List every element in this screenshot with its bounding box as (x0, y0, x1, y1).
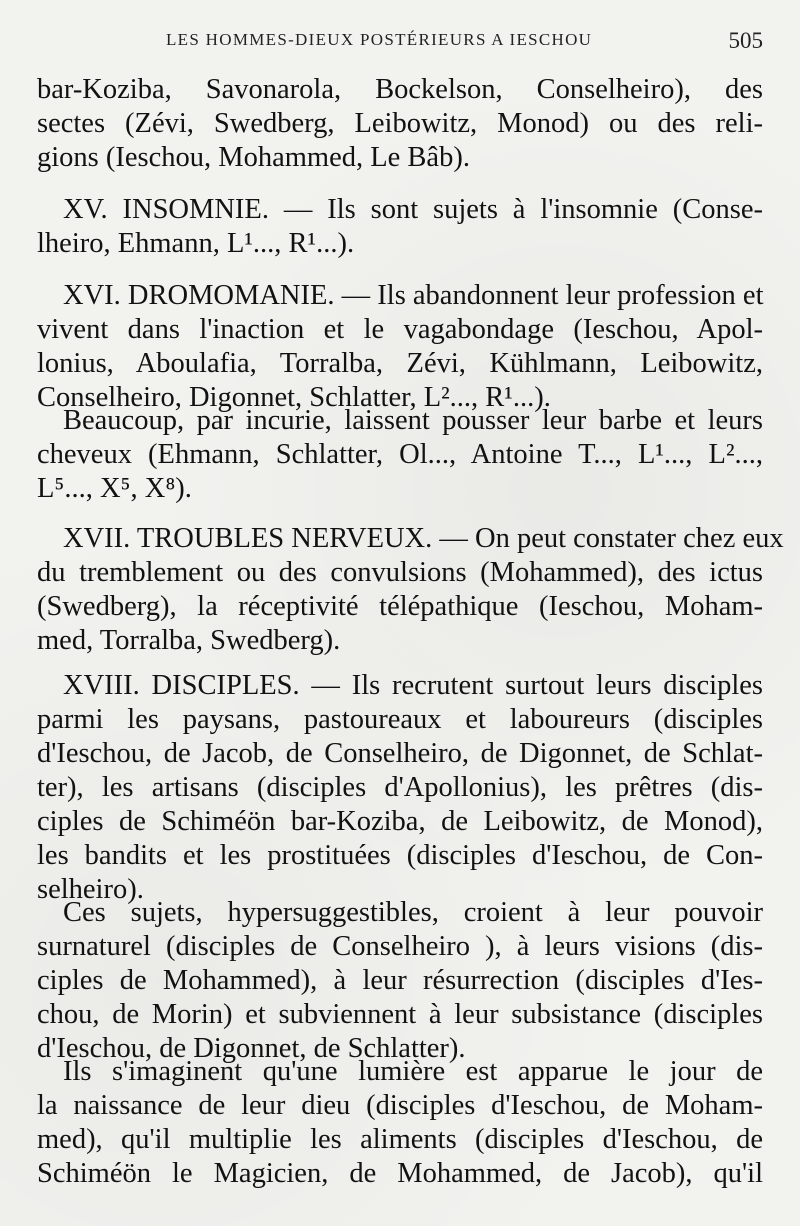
text-line: d'Ieschou, de Digonnet, de Schlatter). (37, 1033, 466, 1064)
text-line: ter), les artisans (disciples d'Apollonius), les prêtres (dis- (37, 772, 763, 803)
text-line: sectes (Zévi, Swedberg, Leibowitz, Monod) ou des reli- (37, 108, 763, 139)
text-line: selheiro). (37, 874, 144, 905)
section-heading-line: XVI. DROMOMANIE. — Ils abandonnent leur profession et (63, 280, 764, 311)
section-heading-line: XVII. TROUBLES NERVEUX. — On peut constater chez eux (63, 523, 784, 554)
text-line: la naissance de leur dieu (disciples d'Ieschou, de Moham- (37, 1090, 763, 1121)
text-line: ciples de Mohammed), à leur résurrection (disciples d'Ies- (37, 965, 763, 996)
text-line: med, Torralba, Swedberg). (37, 625, 341, 656)
running-header: LES HOMMES-DIEUX POSTÉRIEURS A IESCHOU (166, 30, 593, 49)
text-line: surnaturel (disciples de Conselheiro ), à leurs visions (dis- (37, 931, 763, 962)
section-heading-line: XVIII. DISCIPLES. — Ils recrutent surtout leurs disciples (63, 670, 763, 701)
text-line: Schiméön le Magicien, de Mohammed, de Jacob), qu'il (37, 1158, 763, 1189)
text-line: gions (Ieschou, Mohammed, Le Bâb). (37, 142, 470, 173)
text-line: Ils s'imaginent qu'une lumière est apparue le jour de (63, 1056, 763, 1087)
text-line: lonius, Aboulafia, Torralba, Zévi, Kühlmann, Leibowitz, (37, 348, 763, 379)
text-line: med), qu'il multiplie les aliments (disciples d'Ieschou, de (37, 1124, 763, 1155)
text-line: parmi les paysans, pastoureaux et laboureurs (disciples (37, 704, 763, 735)
text-line: vivent dans l'inaction et le vagabondage (Ieschou, Apol- (37, 314, 763, 345)
text-line: lheiro, Ehmann, L¹..., R¹...). (37, 228, 355, 259)
text-line: chou, de Morin) et subviennent à leur subsistance (disciples (37, 999, 763, 1030)
text-line: bar-Koziba, Savonarola, Bockelson, Conselheiro), des (37, 74, 763, 105)
page-number: 505 (728, 28, 763, 53)
text-line: cheveux (Ehmann, Schlatter, Ol..., Antoine T..., L¹..., L²..., (37, 439, 763, 470)
text-line: Beaucoup, par incurie, laissent pousser leur barbe et leurs (63, 405, 763, 436)
text-line: ciples de Schiméön bar-Koziba, de Leibowitz, de Monod), (37, 806, 763, 837)
text-line: les bandits et les prostituées (disciples d'Ieschou, de Con- (37, 840, 763, 871)
text-line: Ces sujets, hypersuggestibles, croient à leur pouvoir (63, 897, 763, 928)
text-line: Conselheiro, Digonnet, Schlatter, L²..., R¹...). (37, 382, 551, 413)
text-line: d'Ieschou, de Jacob, de Conselheiro, de Digonnet, de Schlat- (37, 738, 763, 769)
section-heading-line: XV. INSOMNIE. — Ils sont sujets à l'insomnie (Conse- (63, 194, 763, 225)
text-line: (Swedberg), la réceptivité télépathique (Ieschou, Moham- (37, 591, 763, 622)
text-line: L⁵..., X⁵, X⁸). (37, 473, 192, 504)
text-line: du tremblement ou des convulsions (Mohammed), des ictus (37, 557, 763, 588)
